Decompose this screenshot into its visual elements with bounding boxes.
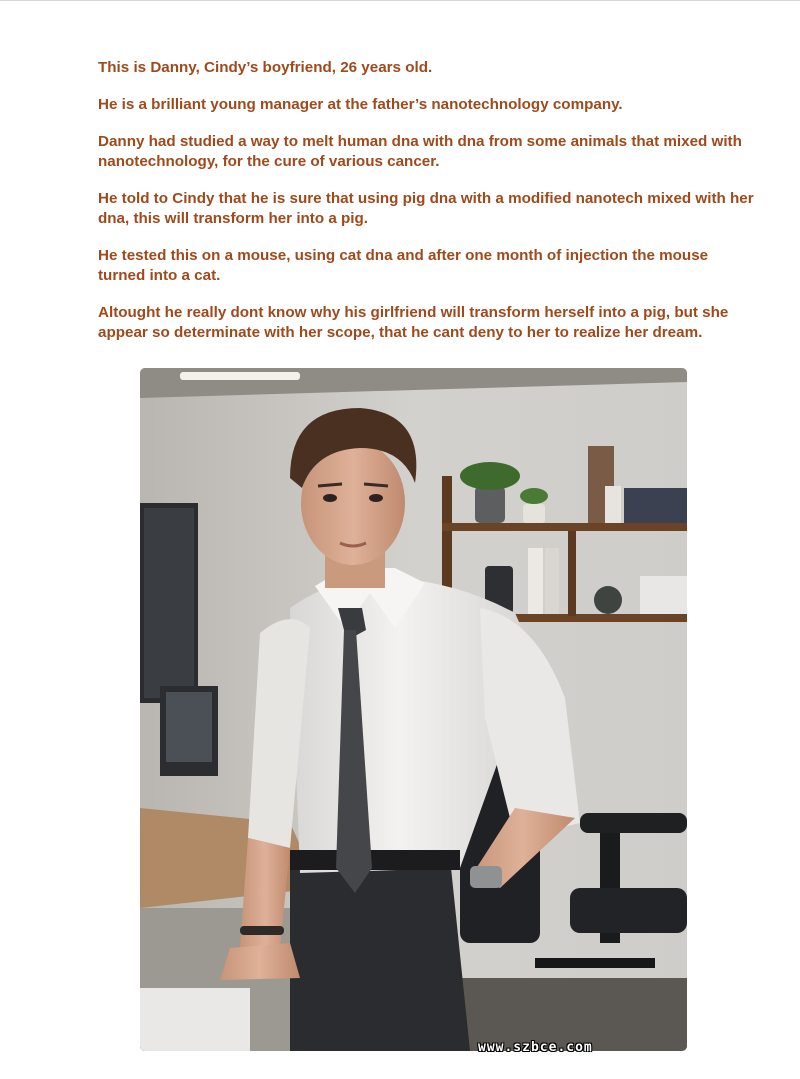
office-scene-illustration — [140, 368, 687, 1051]
paragraph-decision: Altought he really dont know why his girlfriend will transform herself into a pig, but she appear so determinate with her scope, that he cant deny to her to realize her dream. — [98, 304, 729, 341]
story-text — [98, 58, 758, 360]
paragraph-test: He tested this on a mouse, using cat dna and after one month of injection the mouse turned into a cat. — [98, 247, 709, 284]
paragraph-plan: He told to Cindy that he is sure that using pig dna with a modified nanotech mixed with her dna, this will transform her into a pig. — [98, 190, 754, 227]
office-portrait-photo — [140, 368, 687, 1051]
watermark-text: www.szbce.com — [478, 1040, 593, 1055]
top-divider — [0, 0, 800, 1]
paragraph-intro: This is Danny, Cindy’s boyfriend, 26 years old. — [98, 59, 433, 76]
paragraph-job: He is a brilliant young manager at the father’s nanotechnology company. — [98, 96, 623, 113]
paragraph-research: Danny had studied a way to melt human dna with dna from some animals that mixed with nanotechnology, for the cure of various cancer. — [98, 133, 742, 170]
